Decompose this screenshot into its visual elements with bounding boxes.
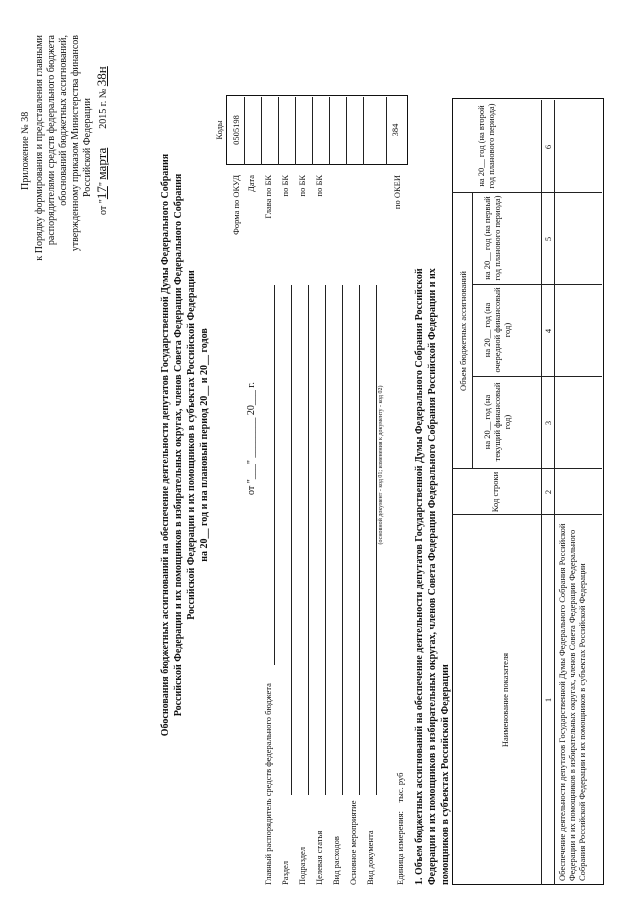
col-4-header: на 20__ год (на очередной финансовый год) <box>482 287 512 373</box>
col-name-header: Наименование показателя <box>500 652 510 748</box>
appendix-line-3: обоснований бюджетных ассигнований, <box>58 35 69 206</box>
title-line-1: Обоснования бюджетных ассигнований на обеспечение деятельности депутатов Государственной Думы Федерального Собрания <box>160 153 171 737</box>
code-label-date: Дата <box>246 175 256 192</box>
col-6-header: на 20__ год (на второй год планового периода) <box>476 103 496 189</box>
title-line-2: Российской Федерации и их помощников в избирательных округах, членов Совета Федерации Федерального Собрания <box>173 173 184 717</box>
appendix-date-month: марта <box>94 147 109 180</box>
code-label-bk-3: по БК <box>314 175 324 197</box>
section-1-line-1: 1. Объем бюджетных ассигнований на обеспечение деятельности депутатов Государственной Думы Федерального Собрания Российской <box>414 268 425 885</box>
appendix-date-day: 17 <box>94 186 109 200</box>
field-section-line <box>291 285 292 795</box>
code-label-bk-2: по БК <box>297 175 307 197</box>
field-doc-type: Вид документа <box>365 830 375 885</box>
title-line-4: на 20__ год и на плановый период 20__ и 20__ годов <box>199 328 210 562</box>
form-date-line: от "___" ________ 20___ г. <box>246 382 257 495</box>
appendix-line-5: Российской Федерации <box>82 97 93 197</box>
field-section: Раздел <box>280 860 290 885</box>
col-5-header: на 20__ год (на первый год планового периода) <box>482 195 502 281</box>
field-target-item: Целевая статья <box>314 830 324 885</box>
codes-frame <box>226 95 408 165</box>
col-code-header: Код строки <box>490 471 500 513</box>
col-3-header: на 20__ год (на текущий финансовый год) <box>482 382 512 462</box>
table-row-1-name: Обеспечение деятельности депутатов Государственной Думы Федерального Собрания Российской Федерации и их помощников в избирательных округах, членов Совета Федерации Федерального Собрания Российской Федерации и их помощников в субъектах Российской Федерации <box>557 523 587 881</box>
doc-type-hint: (основной документ - код 01; изменения к документу - код 02) <box>378 385 384 545</box>
field-doc-type-line <box>376 285 377 795</box>
appendix-line-4: утвержденному приказом Министерства финансов <box>70 35 81 252</box>
code-label-okei: по ОКЕИ <box>392 175 402 210</box>
field-subsection: Подраздел <box>297 846 307 885</box>
col-num-6: 6 <box>543 144 553 150</box>
code-value-okei: 384 <box>390 123 400 137</box>
unit-value: тыс. руб <box>395 772 405 803</box>
codes-header: Коды <box>214 120 224 140</box>
appendix-line-2: распорядителями средств федерального бюджета <box>46 35 57 246</box>
code-label-bk-1: по БК <box>280 175 290 197</box>
field-subsection-line <box>308 285 309 795</box>
unit-of-measure: Единица измерения: тыс. руб <box>395 772 405 885</box>
field-target-item-line <box>325 285 326 795</box>
title-line-3: Российской Федерации и их помощников в субъектах Российской Федерации <box>186 270 197 620</box>
appendix-date: от "17" марта 2015 г. № 38н <box>94 66 109 215</box>
col-num-5: 5 <box>543 236 553 242</box>
col-group-header: Объем бюджетных ассигнований <box>458 271 468 391</box>
col-num-4: 4 <box>543 328 553 334</box>
code-label-okud: Форма по ОКУД <box>231 175 241 235</box>
col-num-1: 1 <box>543 697 553 703</box>
field-expense-type-line <box>342 285 343 795</box>
code-value-okud: 0505198 <box>231 115 241 145</box>
code-label-chapter: Глава по БК <box>263 175 273 219</box>
appendix-title: Приложение № 38 <box>20 111 31 190</box>
field-main-manager: Главный распорядитель средств федерального бюджета <box>263 683 273 885</box>
section-1-line-2: Федерации и их помощников в избирательных округах, членов Совета Федерации Федерального Собрания Российской Федерации и их <box>427 268 438 885</box>
field-main-activity-line <box>359 285 360 795</box>
section-1-line-3: помощников в субъектах Российской Федерации <box>440 664 451 885</box>
col-num-3: 3 <box>543 420 553 426</box>
appendix-date-number: 38н <box>94 66 109 87</box>
field-main-manager-line <box>274 285 275 665</box>
appendix-line-1: к Порядку формирования и представления главными <box>34 35 45 261</box>
field-main-activity: Основное мероприятие <box>348 800 358 885</box>
col-num-2: 2 <box>543 489 553 495</box>
field-expense-type: Вид расходов <box>331 836 341 885</box>
